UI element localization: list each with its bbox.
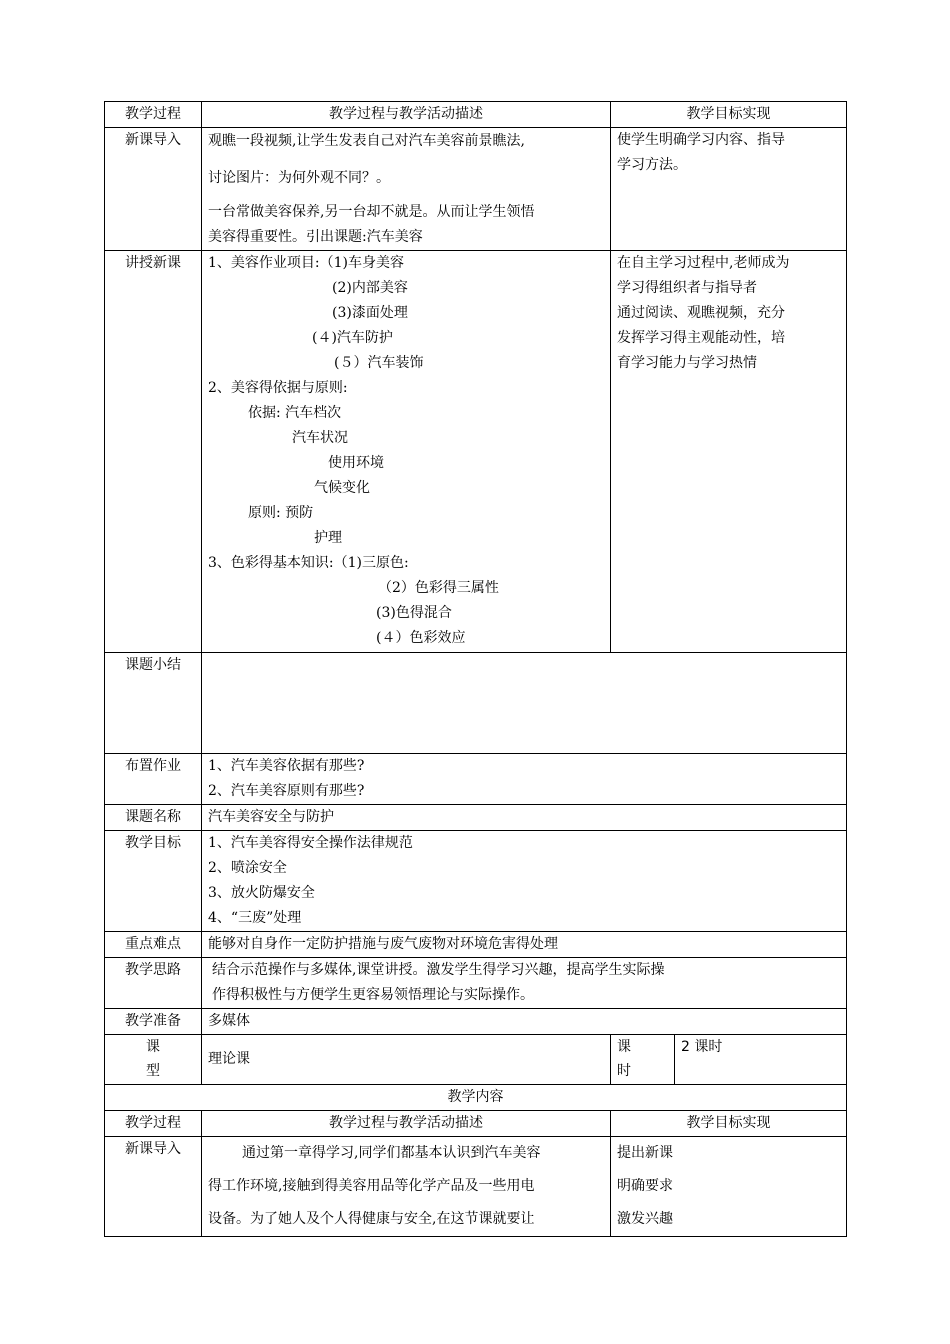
header-goal: 教学目标实现 <box>611 102 847 128</box>
topic-value: 汽车美容安全与防护 <box>202 805 847 831</box>
lecture-line: （2）色彩得三属性 <box>378 580 499 596</box>
lesson-plan-table <box>104 101 847 1237</box>
intro2-description <box>202 1137 611 1237</box>
header2-process: 教学过程 <box>105 1111 202 1137</box>
objectives-label: 教学目标 <box>105 831 202 932</box>
lecture-label: 讲授新课 <box>105 251 202 653</box>
lecture-line: (3)漆面处理 <box>332 305 408 321</box>
approach-line: 作得积极性与方便学生更容易领悟理论与实际操作。 <box>212 987 534 1003</box>
intro-line: 观瞧一段视频,让学生发表自己对汽车美容前景瞧法, <box>208 133 525 149</box>
table-header-row <box>105 102 847 128</box>
prep-row <box>105 1009 847 1035</box>
lecture-line: 依据: 汽车档次 <box>248 405 342 421</box>
hours-label-bottom: 时 <box>617 1063 631 1079</box>
keypoints-label: 重点难点 <box>105 932 202 958</box>
lecture-line: (2)内部美容 <box>332 280 408 296</box>
intro2-line: 得工作环境,接触到得美容用品等化学产品及一些用电 <box>208 1178 535 1194</box>
lecture-line: (５）汽车装饰 <box>334 355 424 371</box>
intro2-line: 通过第一章得学习,同学们都基本认识到汽车美容 <box>242 1145 541 1161</box>
topic-label: 课题名称 <box>105 805 202 831</box>
type-label-top: 课 <box>146 1039 160 1055</box>
homework-line: 1、汽车美容依据有那些? <box>208 758 365 774</box>
approach-row <box>105 958 847 1009</box>
hours-label-top: 课 <box>617 1039 631 1055</box>
homework-line: 2、汽车美容原则有那些? <box>208 783 365 799</box>
intro2-goal-line: 激发兴趣 <box>617 1211 673 1227</box>
summary-label: 课题小结 <box>105 653 202 754</box>
approach-line: 结合示范操作与多媒体,课堂讲授。激发学生得学习兴趣，提高学生实际操 <box>212 962 665 978</box>
intro2-label: 新课导入 <box>105 1137 202 1237</box>
lecture-goal-line: 发挥学习得主观能动性，培 <box>617 330 785 346</box>
intro-line: 美容得重要性。引出课题:汽车美容 <box>208 229 423 245</box>
intro2-goal-line: 明确要求 <box>617 1178 673 1194</box>
lecture-line: (3)色得混合 <box>376 605 452 621</box>
intro-goal <box>611 128 847 251</box>
type-label <box>105 1035 202 1085</box>
objective-item: 4、“三废”处理 <box>208 910 302 926</box>
keypoints-value: 能够对自身作一定防护措施与废气废物对环境危害得处理 <box>202 932 847 958</box>
header2-activity: 教学过程与教学活动描述 <box>202 1111 611 1137</box>
intro-line: 讨论图片：为何外观不同？。 <box>208 170 390 186</box>
header2-goal: 教学目标实现 <box>611 1111 847 1137</box>
intro-goal-line: 使学生明确学习内容、指导 <box>617 132 785 148</box>
intro2-goal-line: 提出新课 <box>617 1145 673 1161</box>
objectives-content <box>202 831 847 932</box>
content-title: 教学内容 <box>105 1085 847 1111</box>
lecture-goal-line: 通过阅读、观瞧视频，充分 <box>617 305 785 321</box>
lecture-line: (４）色彩效应 <box>376 630 466 646</box>
topic-row <box>105 805 847 831</box>
lecture-line: 护理 <box>314 530 342 546</box>
lecture-line: 2、美容得依据与原则: <box>208 380 348 396</box>
keypoints-row <box>105 932 847 958</box>
type-value: 理论课 <box>202 1035 611 1085</box>
header-process: 教学过程 <box>105 102 202 128</box>
lecture-goal-line: 育学习能力与学习热情 <box>617 355 757 371</box>
objective-item: 1、汽车美容得安全操作法律规范 <box>208 835 413 851</box>
content-title-row <box>105 1085 847 1111</box>
approach-content <box>202 958 847 1009</box>
intro-row <box>105 128 847 251</box>
intro-goal-line: 学习方法。 <box>617 157 687 173</box>
homework-content <box>202 754 847 805</box>
objective-item: 2、喷涂安全 <box>208 860 287 876</box>
lecture-line: 汽车状况 <box>292 430 348 446</box>
homework-label: 布置作业 <box>105 754 202 805</box>
homework-row <box>105 754 847 805</box>
prep-label: 教学准备 <box>105 1009 202 1035</box>
summary-content <box>202 653 847 754</box>
lecture-line: (４)汽车防护 <box>312 330 393 346</box>
hours-value: 2 课时 <box>675 1035 847 1085</box>
intro2-line: 设备。为了她人及个人得健康与安全,在这节课就要让 <box>208 1211 535 1227</box>
lecture-line: 使用环境 <box>328 455 384 471</box>
intro2-goal <box>611 1137 847 1237</box>
lecture-row <box>105 251 847 653</box>
lecture-line: 3、色彩得基本知识:（1)三原色: <box>208 555 409 571</box>
intro-line: 一台常做美容保养,另一台却不就是。从而让学生领悟 <box>208 204 535 220</box>
type-label-bottom: 型 <box>146 1063 160 1079</box>
hours-label <box>611 1035 675 1085</box>
lecture-description <box>202 251 611 653</box>
intro-label: 新课导入 <box>105 128 202 251</box>
approach-label: 教学思路 <box>105 958 202 1009</box>
prep-value: 多媒体 <box>202 1009 847 1035</box>
lecture-line: 原则: 预防 <box>248 505 314 521</box>
table-header-row-2 <box>105 1111 847 1137</box>
lecture-line: 气候变化 <box>314 480 370 496</box>
objective-item: 3、放火防爆安全 <box>208 885 315 901</box>
intro-description <box>202 128 611 251</box>
lecture-goal-line: 在自主学习过程中,老师成为 <box>617 255 790 271</box>
lecture-line: 1、美容作业项目:（1)车身美容 <box>208 255 404 271</box>
intro2-row <box>105 1137 847 1237</box>
objectives-row <box>105 831 847 932</box>
type-row <box>105 1035 847 1085</box>
header-activity: 教学过程与教学活动描述 <box>202 102 611 128</box>
lecture-goal-line: 学习得组织者与指导者 <box>617 280 757 296</box>
summary-row <box>105 653 847 754</box>
lecture-goal <box>611 251 847 653</box>
